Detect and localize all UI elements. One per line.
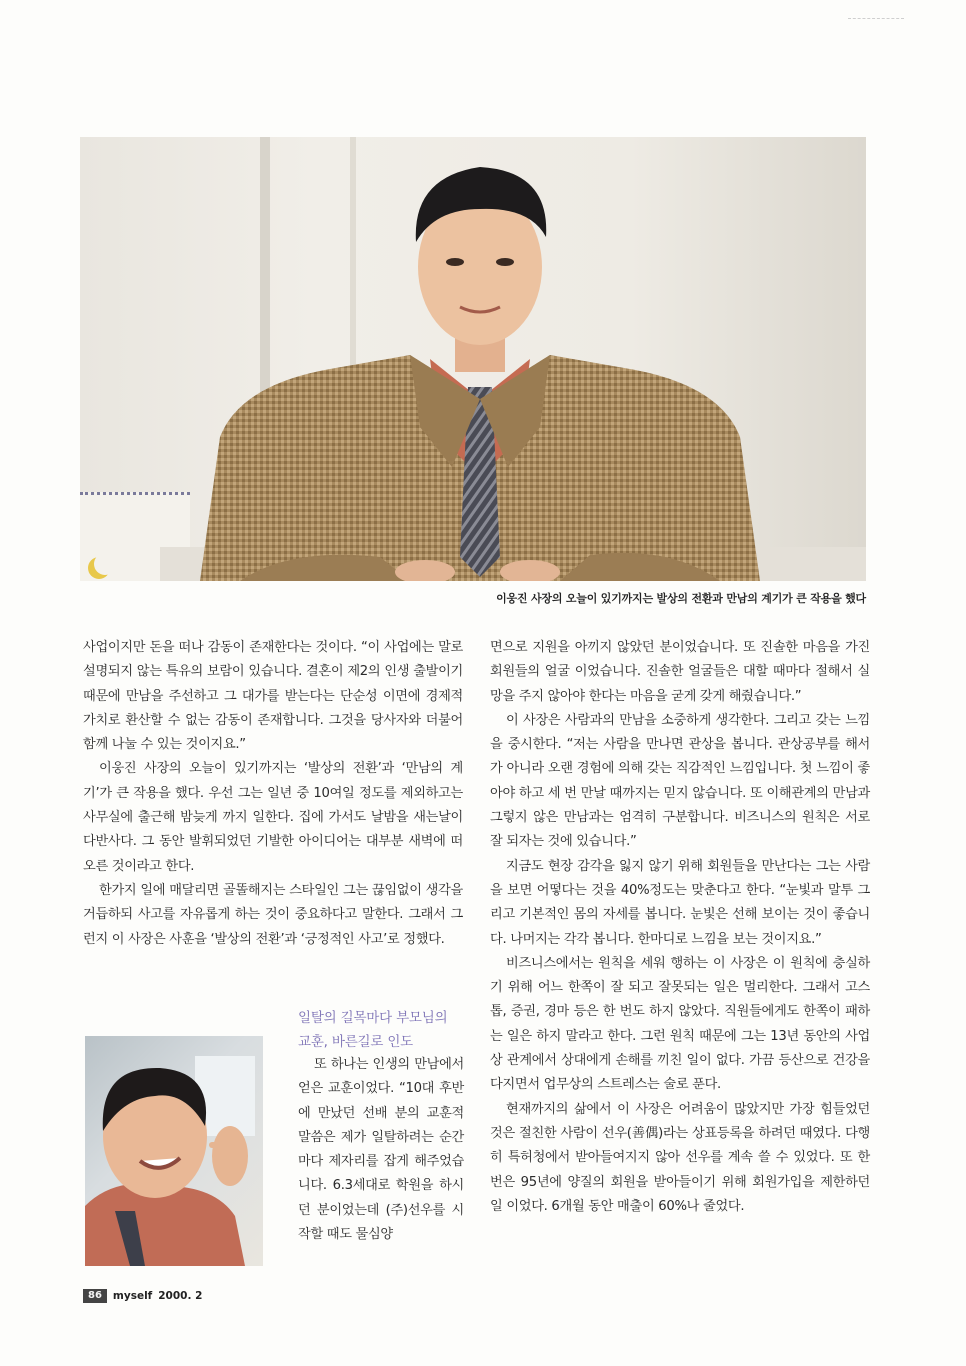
body-paragraph: 면으로 지원을 아끼지 않았던 분이었습니다. 또 진솔한 마음을 가진 회원들의 얼굴 이었습니다. 진솔한 얼굴들은 대할 때마다 절해서 실망을 주지 않아야 한다는 마음을 굳게 갖게 해줬습니다.” bbox=[490, 640, 870, 704]
body-paragraph: 한가지 일에 매달리면 골똘해지는 스타일인 그는 끊임없이 생각을 거듭하되 사고를 자유롭게 하는 것이 중요하다고 말한다. 그래서 그런지 이 사장은 사훈을 ‘발상의 전환’과 ‘긍정적인 사고’로 정했다. bbox=[83, 882, 463, 947]
inset-photo bbox=[85, 1036, 263, 1266]
page-number: 86 bbox=[83, 1289, 107, 1303]
hero-photo bbox=[80, 137, 866, 581]
body-paragraph: 사업이지만 돈을 떠나 감동이 존재한다는 것이다. “이 사업에는 말로 설명되지 않는 특유의 보람이 있습니다. 결혼이 제2의 인생 출발이기 때문에 만남을 주선하고 그 대가를 받는다는 단순성 이면에 경제적 가치로 환산할 수 없는 감동이 존재합니다. 그것을 당사자와 더불어 함께 나눌 수 있는 것이지요.” bbox=[83, 640, 463, 753]
left-column bbox=[83, 636, 463, 952]
body-paragraph: 현재까지의 삶에서 이 사장은 어려움이 많았지만 가장 힘들었던 것은 절친한 사람이 선우(善偶)라는 상표등록을 하려던 때였다. 다행히 특허청에서 받아들여지지 않아 선우를 계속 쓸 수 있었다. 또 한 번은 95년에 양질의 회원을 받아들이기 위해 회원가입을 제한하던 일 이었다. 6개월 동안 매출이 60%나 줄었다. bbox=[490, 1101, 870, 1214]
right-column bbox=[490, 636, 870, 1219]
body-paragraph: 이 사장은 사람과의 만남을 소중하게 생각한다. 그리고 갖는 느낌을 중시한다. “저는 사람을 만나면 관상을 봅니다. 관상공부를 해서가 아니라 오랜 경험에 의해 갖는 직감적인 느낌입니다. 첫 느낌이 좋아야 하고 세 번 만날 때까지는 믿지 않습니다. 또 이해관계의 만남과 그렇지 않은 만남과는 엄격히 구분합니다. 비즈니스의 원칙은 서로 잘 되자는 것에 있습니다.” bbox=[490, 712, 870, 850]
photo-caption: 이웅진 사장의 오늘이 있기까지는 발상의 전환과 만남의 계기가 큰 작용을 했다 bbox=[496, 592, 866, 605]
subheading-line: 교훈, 바른길로 인도 bbox=[298, 1034, 414, 1050]
body-paragraph: 또 하나는 인생의 만남에서 얻은 교훈이었다. “10대 후반에 만났던 선배 분의 교훈적 말씀은 제가 일탈하려는 순간마다 제자리를 잡게 해주었습니다. 6.3세대로 학원을 하시던 분이었는데 (주)선우를 시작할 때도 물심양 bbox=[298, 1057, 464, 1243]
body-paragraph: 비즈니스에서는 원칙을 세워 행하는 이 사장은 이 원칙에 충실하기 위해 어느 한쪽이 잘 되고 잘못되는 일은 멀리한다. 그래서 고스톱, 증권, 경마 등은 한 번도 하지 않았다. 직원들에게도 한쪽이 패하는 일은 하지 말라고 한다. 그런 원칙 때문에 그는 13년 동안의 사업상 관계에서 상대에게 손해를 끼친 일이 없다. 가끔 등산으로 건강을 다지면서 업무상의 스트레스는 술로 푼다. bbox=[490, 955, 870, 1093]
page-footer bbox=[83, 1289, 202, 1303]
subheading-line: 일탈의 길목마다 부모님의 bbox=[298, 1010, 448, 1026]
inset-portrait bbox=[85, 1036, 263, 1266]
print-mark bbox=[848, 18, 904, 23]
section-subheading bbox=[298, 1006, 468, 1054]
magazine-name: myself bbox=[112, 1290, 153, 1302]
issue-date: 2000. 2 bbox=[158, 1290, 203, 1302]
body-paragraph: 지금도 현장 감각을 잃지 않기 위해 회원들을 만난다는 그는 사람을 보면 어떻다는 것을 40%정도는 맞춘다고 한다. “눈빛과 말투 그리고 기본적인 몸의 자세를 봅니다. 눈빛은 선해 보이는 것이 좋습니다. 나머지는 각각 봅니다. 한마디로 느낌을 보는 것이지요.” bbox=[490, 858, 870, 947]
portrait-figure bbox=[80, 137, 866, 581]
body-paragraph: 이웅진 사장의 오늘이 있기까지는 ‘발상의 전환’과 ‘만남의 계기’가 큰 작용을 했다. 우선 그는 일년 중 10여일 정도를 제외하고는 사무실에 출근해 밤늦게 까지 일한다. 집에 가서도 날밤을 새는날이 다반사다. 그 동안 발휘되었던 기발한 아이디어는 대부분 새벽에 떠오른 것이라고 한다. bbox=[83, 761, 463, 874]
left-bottom-column bbox=[298, 1053, 464, 1247]
